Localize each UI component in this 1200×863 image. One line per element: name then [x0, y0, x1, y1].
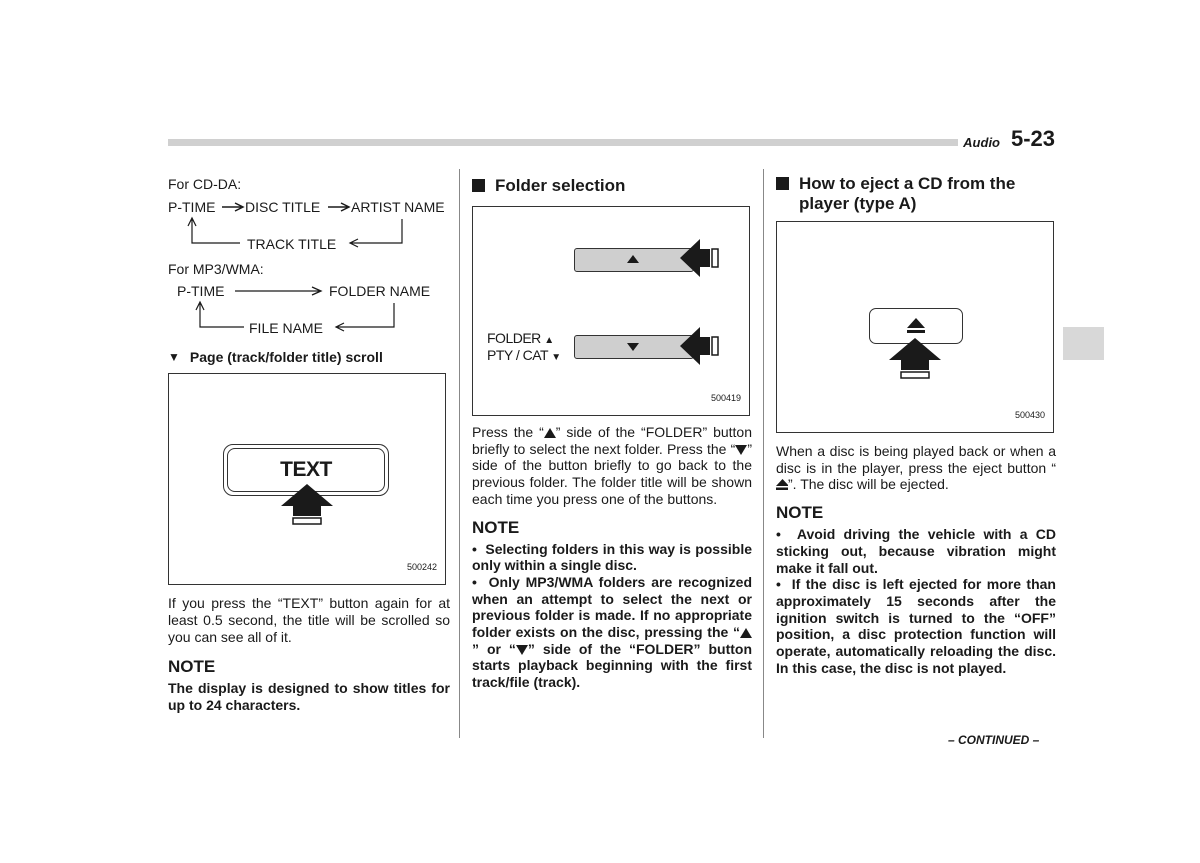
note-item: • If the disc is left ejected for more than approximately 15 seconds after the ignition switch is turned to the “OFF” position, a disc protection function will operate, automatically reloading the disc. In this case, the disc is not played.: [776, 576, 1056, 676]
column-divider: [763, 169, 764, 738]
flow-arrows: [168, 279, 450, 339]
down-triangle-icon: [735, 445, 747, 455]
flow-ptime: P-TIME: [168, 198, 216, 215]
page-number: 5-23: [1010, 126, 1055, 151]
text-button: TEXT: [227, 448, 385, 492]
column-3: [776, 174, 1056, 676]
triangle-down-icon: ▼: [168, 350, 180, 365]
header-bar: [168, 139, 958, 146]
flow-folder-name: FOLDER NAME: [329, 283, 431, 300]
continued-label: – CONTINUED –: [948, 733, 1040, 747]
flow-arrows: [168, 197, 450, 257]
figure-id: 500419: [710, 393, 741, 404]
chapter-tab: [1063, 327, 1104, 360]
section-square-icon: [472, 179, 485, 192]
flow-track-title: TRACK TITLE: [247, 235, 337, 252]
eject-heading: How to eject a CD from the player (type A): [776, 174, 1056, 214]
eject-body: When a disc is being played back or when a disc is in the player, press the eject button “”. The disc will be ejected.: [776, 443, 1056, 493]
cdda-flow-diagram: [168, 197, 450, 255]
note-title: NOTE: [168, 657, 216, 677]
note-item: • Selecting folders in this way is possible only within a single disc.: [472, 540, 752, 574]
down-triangle-icon: [516, 645, 528, 655]
note-item: • Avoid driving the vehicle with a CD sticking out, because vibration might make it fall out.: [776, 526, 1056, 576]
section-square-icon: [776, 177, 789, 190]
figure-id: 500430: [1014, 410, 1045, 421]
flow-disc-title: DISC TITLE: [245, 198, 321, 215]
eject-icon: [907, 318, 925, 334]
folder-body: Press the “ ” side of the “FOLDER” button briefly to select the next folder. Press the “ ” side of the button briefly to go back to the previous folder. The folder title will be shown each time you press one of the buttons.: [472, 424, 752, 507]
note-title: NOTE: [472, 517, 520, 537]
eject-icon: [776, 479, 788, 490]
cdda-label: For CD-DA:: [168, 176, 242, 192]
press-arrow-icon: [887, 336, 943, 382]
up-triangle-icon: [627, 255, 639, 263]
press-arrow-icon: [678, 237, 722, 279]
section-title: Audio: [963, 135, 1000, 150]
up-triangle-icon: [544, 428, 556, 438]
figure-id: 500242: [406, 562, 437, 573]
column-divider: [459, 169, 460, 738]
note-title: NOTE: [776, 503, 824, 523]
scroll-subheading: [168, 349, 450, 366]
column-2: [472, 176, 752, 691]
flow-artist-name: ARTIST NAME: [351, 198, 445, 215]
scroll-body: If you press the “TEXT” button again for at least 0.5 second, the title will be scrolled so you can see all of it.: [168, 595, 450, 645]
folder-selection-heading: Folder selection: [472, 176, 752, 196]
text-button-figure: [168, 373, 446, 585]
flow-file-name: FILE NAME: [249, 320, 323, 337]
note-text: The display is designed to show titles for up to 24 characters.: [168, 680, 450, 713]
flow-ptime: P-TIME: [177, 283, 225, 300]
eject-button-figure: [776, 221, 1054, 433]
scroll-heading-text: Page (track/folder title) scroll: [189, 349, 383, 366]
press-arrow-icon: [678, 325, 722, 367]
mp3-flow-diagram: [168, 279, 450, 337]
folder-label: FOLDER ▲ PTY / CAT ▼: [487, 330, 561, 363]
mp3-label: For MP3/WMA:: [168, 260, 264, 277]
down-triangle-icon: [627, 343, 639, 351]
up-triangle-icon: [740, 628, 752, 638]
folder-button-figure: [472, 206, 750, 416]
column-1: [168, 176, 450, 714]
press-arrow-icon: [279, 482, 335, 528]
note-item: • Only MP3/WMA folders are recognized when an attempt to select the next or previous folder is made. If no appropriate folder exists on the disc, pressing the “” or “ ” side of the “FOLDER” button starts playback beginning with the first track/file (track).: [472, 573, 753, 691]
